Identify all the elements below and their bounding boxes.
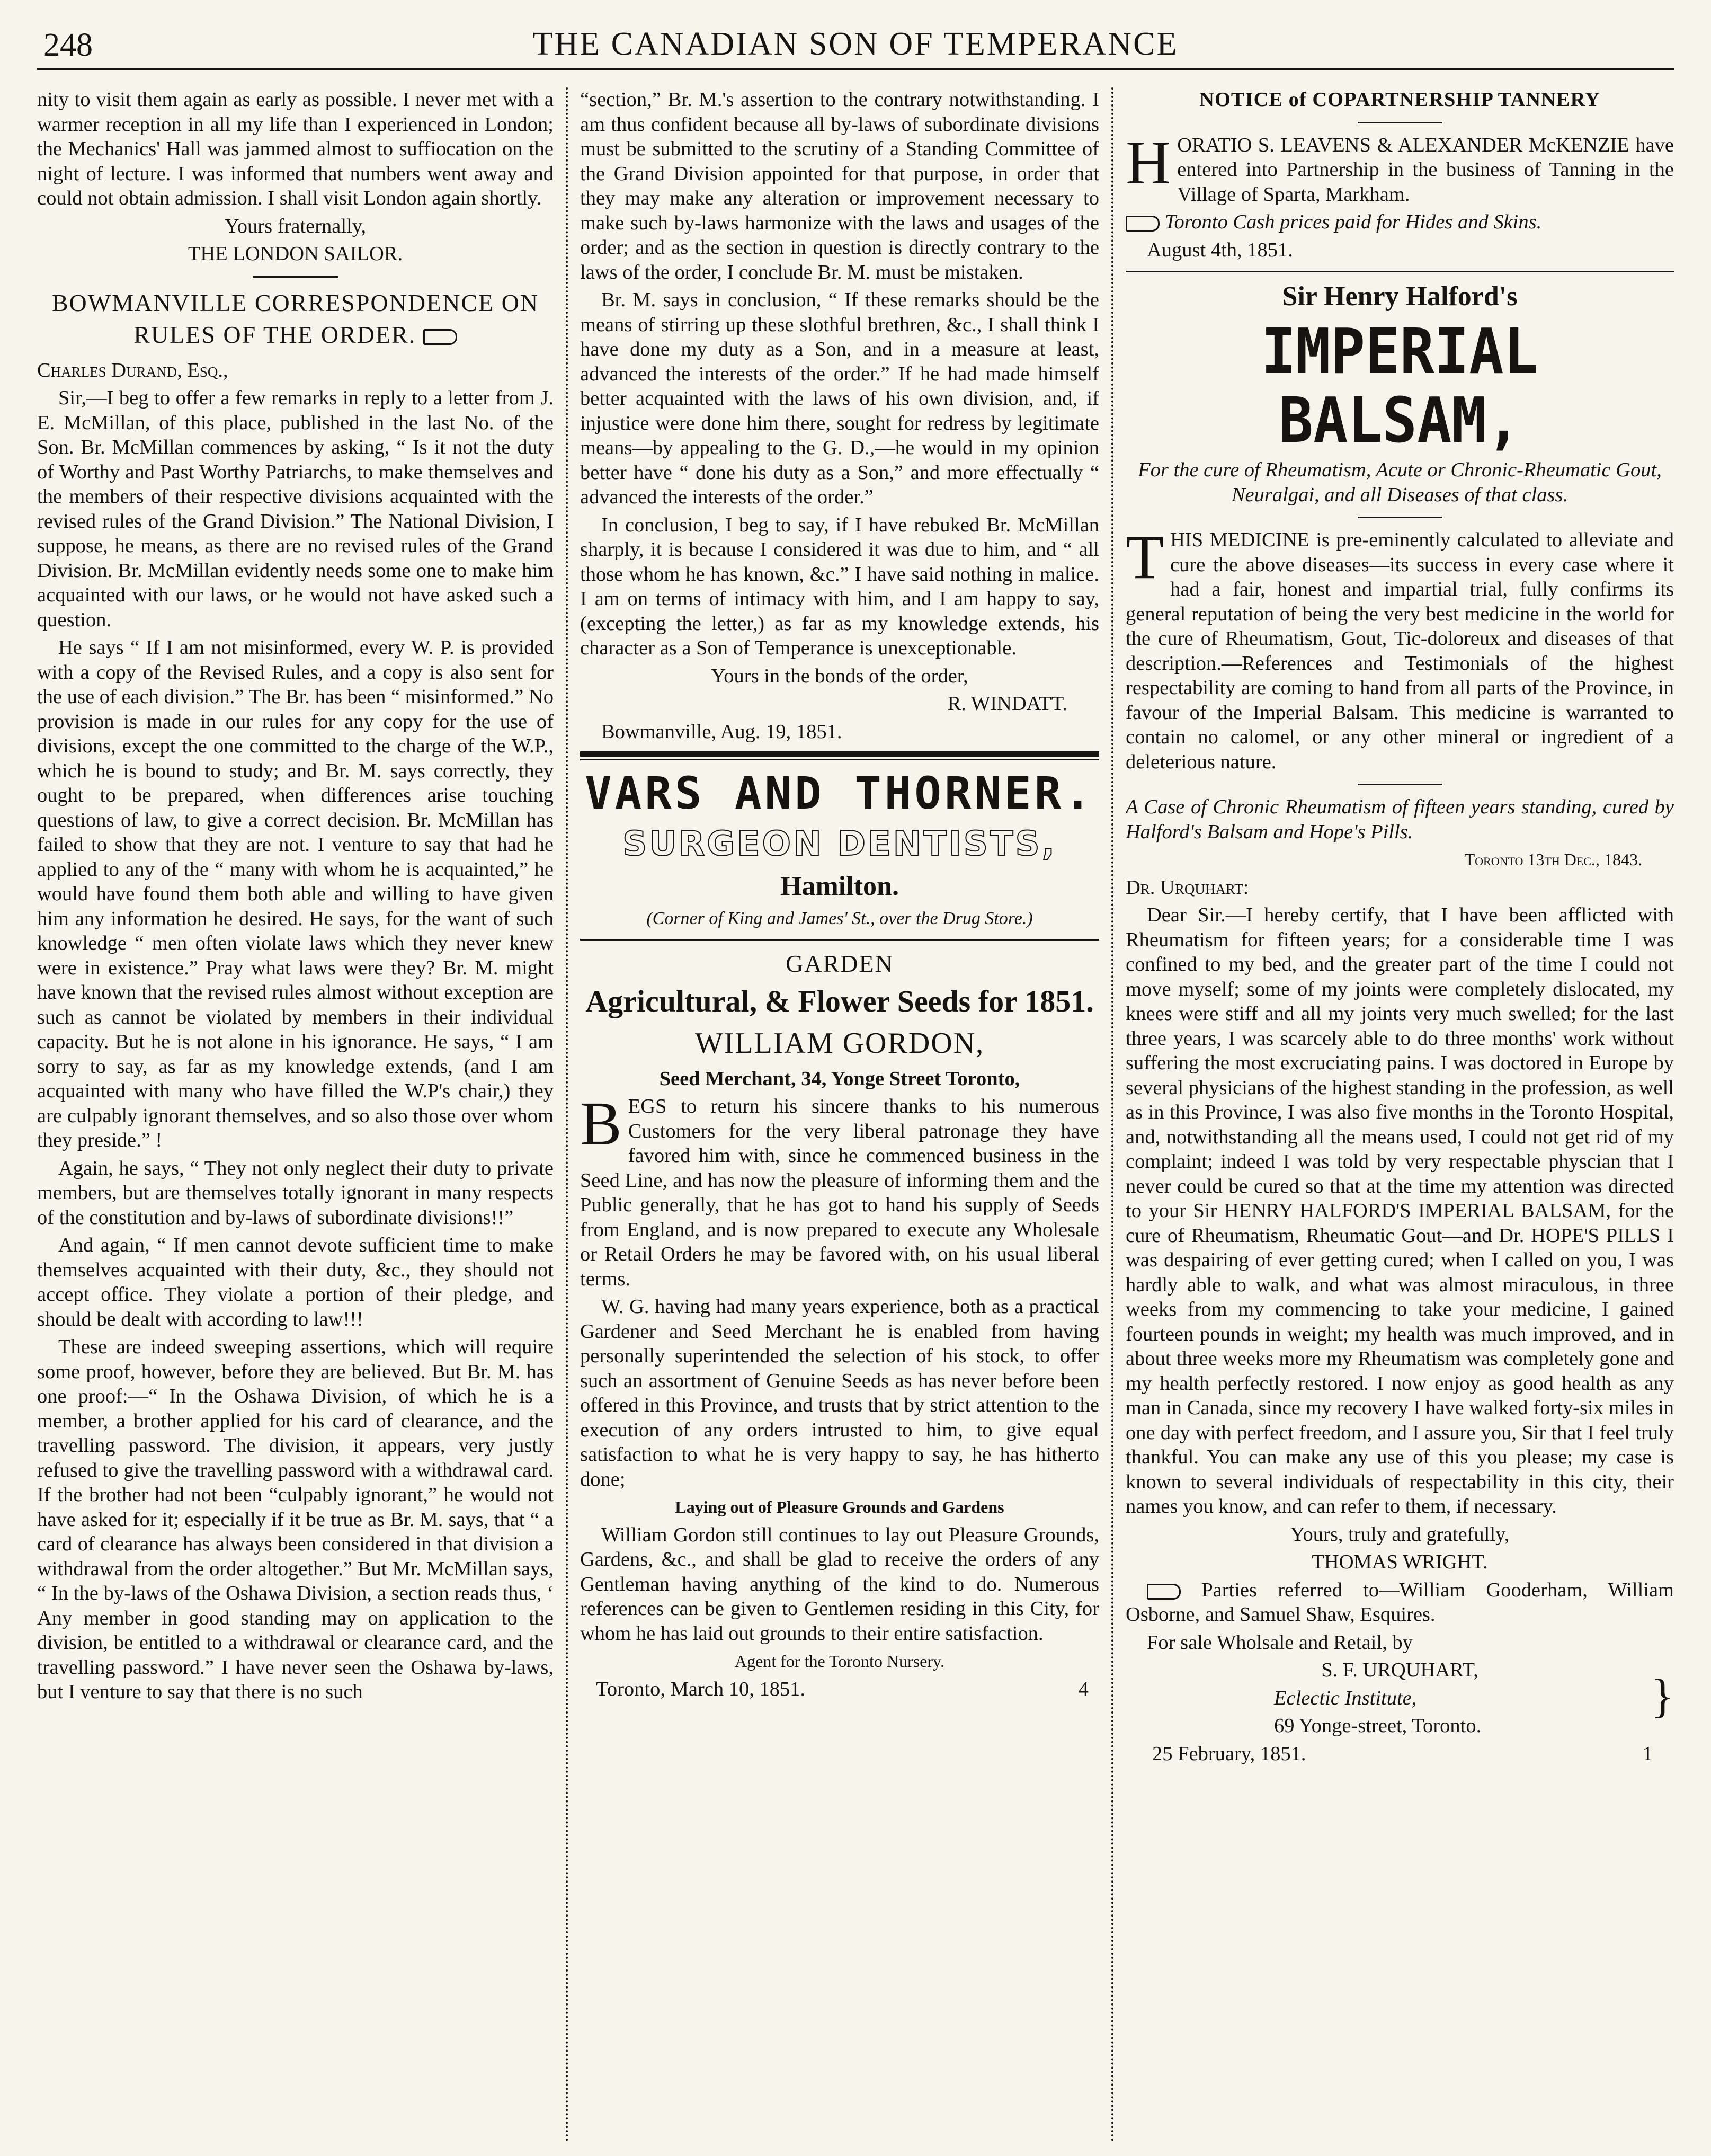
- separator: [1358, 784, 1442, 785]
- ad-date: Toronto, March 10, 1851.: [596, 1678, 806, 1700]
- case-title: A Case of Chronic Rheumatism of fifteen years standing, cured by Halford's Balsam and Hope's Pills.: [1126, 796, 1674, 843]
- ad-city: Hamilton.: [780, 871, 899, 901]
- case-references: Parties referred to—William Gooderham, William Osborne, and Samuel Shaw, Esquires.: [1126, 1578, 1674, 1626]
- ad-subheading: Laying out of Pleasure Grounds and Gardens: [675, 1497, 1004, 1516]
- ad-number: 1: [1642, 1742, 1653, 1765]
- header-rule: [37, 68, 1674, 70]
- ad-purpose: For the cure of Rheumatism, Acute or Chronic-Rheumatic Gout, Neuralgai, and all Diseases of that class.: [1138, 459, 1662, 506]
- ad-paragraph: W. G. having had many years experience, both as a practical Gardener and Seed Merchant he is enabled from having personally superintended the selection of his stock, to offer such an assortment of Genuine Seeds as has never before been offered in this Province, and trusts that by strict attention to the execution of any orders intrusted to him, to give equal satisfaction to what he is very happy to say, he has hitherto done;: [580, 1296, 1099, 1490]
- case-body: Dear Sir.—I hereby certify, that I have been afflicted with Rheumatism for fifteen years; for a considerable time I was confined to my bed, and the greater part of the time I could not move myself; some of my joints were completely dislocated, my knees were stiff and all my joints very much swelled; for the last three years, I was scarcely able to do three months' work without suffering the most excruciating pains. I was doctored in Europe by several physicians of the highest standing in the profession, as well as in this Province, I was also five months in the Toronto Hospital, and, notwithstanding all the means used, I could not get rid of my complaint; indeed I was told by very respectable physcian that I never could be cured so that at the time my attention was directed to your Sir HENRY HALFORD'S IMPERIAL BALSAM, for the cure of Rheumatism, Rheumatic Gout—and Dr. HOPE'S PILLS I was despairing of ever getting cured; when I called on you, I was hardly able to walk, and what was almost miraculous, in three weeks from my commencing to take your medicine, I gained fourteen pounds in weight; my health was much improved, and in about three weeks more my Rheumatism was completely gone and my health perfectly restored. I now enjoy as good health as any man in Canada, since my recovery I have walked forty-six miles in one day with perfect freedom, and I assure you, Sir that I feel truly thankful. You can make any use of this you please; my case is known to several individuals of respectability in this city, their names you know, and can refer to them, if necessary.: [1126, 904, 1674, 1518]
- thick-rule: [580, 751, 1099, 757]
- paragraph: These are indeed sweeping assertions, which will require some proof, however, before they are believed. But Br. M. has one proof:—“ In the Oshawa Division, of which he is a member, a brother applied for his card of clearance, and the travelling password. The division, it appears, very justly refused to give the travelling password with a withdrawal card. If the brother had not been “culpably ignorant,” he would not have asked for it; especially if it be true as Br. M. says, that “ a card of clearance has always been considered in that division a withdrawal from the order altogether.” But Mr. McMillan says, “ In the by-laws of the Oshawa Division, a section reads thus, ‘ Any member in good standing may on application to the division, be entitled to a withdrawal or clearance card, and the travelling password.” I have never seen the Oshawa by-laws, but I venture to say that there is no such: [37, 1336, 554, 1703]
- ad-agent: Agent for the Toronto Nursery.: [735, 1652, 944, 1671]
- ad-address: (Corner of King and James' St., over the Drug Store.): [646, 909, 1033, 928]
- letter-close: Yours in the bonds of the order,: [711, 664, 968, 687]
- column-2: [580, 87, 1099, 2143]
- column-divider-1: [566, 87, 568, 2143]
- paragraph: He says “ If I am not misinformed, every W. P. is provided with a copy of the Revised Rules, and a copy is also sent for the use of each division.” The Br. has been “ misinformed.” No provision is made in our rules for any copy for the use of divisions, except the one committed to the charge of the W.P., which he is bound to study; and Br. M. says correctly, they ought to be prepared, when differences arise touching questions of law, to give a correct decision. Br. McMillan has failed to show that they are not. I venture to say that had he applied to any of the “ many with whom he is acquainted,” he would have found them both able and willing to have given him any information he desired. He says, for the want of such knowledge “ men often violate laws which they never knew were in existence.” Pray what laws were they? Br. M. might have known that the revised rules almost without exception are such as cannot be violated by members in their individual capacity. But he is not alone in his ignorance. He says, “ I am sorry to say, as far as my knowledge extends, (and I am acquainted with many who have filled the W.P's chair,) they are culpably ignorant themselves, and so also those over whom they preside.” !: [37, 636, 554, 1151]
- ad-footer: [1126, 1742, 1674, 1767]
- notice-body: HORATIO S. LEAVENS & ALEXANDER McKENZIE have entered into Partnership in the business of Tanning in the Village of Sparta, Markham.: [1126, 127, 1674, 206]
- addressee: Charles Durand, Esq.,: [37, 359, 228, 381]
- case-date: Toronto 13th Dec., 1843.: [1464, 850, 1642, 869]
- pointing-hand-icon: [423, 329, 457, 345]
- ad-merchant-address: Seed Merchant, 34, Yonge Street Toronto,: [659, 1067, 1020, 1090]
- page-header: [37, 21, 1674, 72]
- letter-ending: nity to visit them again as early as possible. I never met with a warmer reception in all my life than I experienced in London; the Mechanics' Hall was jammed almost to suffiocation on the night of lecture. I was informed that numbers went away and could not obtain admission. I shall visit London again shortly.: [37, 88, 554, 209]
- ad-imperial-balsam: IMPERIAL BALSAM,: [1261, 315, 1538, 457]
- seller-street: 69 Yonge-street, Toronto.: [1274, 1715, 1482, 1737]
- ad-garden: GARDEN: [786, 950, 894, 977]
- paragraph: In conclusion, I beg to say, if I have rebuked Br. McMillan sharply, it is because I considered it was due to him, and “ all those whom he has known, &c.” I have said nothing in malice. I am on terms of intimacy with him, and I am happy to say, (excepting the letter,) as far as my knowledge extends, his character as a Son of Temperance is unexceptionable.: [580, 513, 1099, 659]
- case-close: Yours, truly and gratefully,: [1290, 1523, 1510, 1546]
- paragraph: And again, “ If men cannot devote sufficient time to make themselves acquainted with their duty, &c., they should not accept office. They violate a portion of their pledge, and should be dealt with according to law!!!: [37, 1234, 554, 1330]
- column-3: [1126, 87, 1674, 2143]
- ad-name: Sir Henry Halford's: [1282, 281, 1518, 312]
- notice-title: NOTICE of COPARTNERSHIP TANNERY: [1199, 88, 1600, 111]
- column-divider-2: [1111, 87, 1113, 2143]
- ad-number: 4: [1078, 1678, 1089, 1700]
- paragraph: Again, he says, “ They not only neglect their duty to private members, but are themselves totally ignorant in many respects of the constitution and by-laws of subordinate divisions!!”: [37, 1157, 554, 1229]
- drop-cap: H: [1126, 127, 1171, 197]
- ad-vars-thorner-title: VARS AND THORNER.: [585, 767, 1094, 819]
- notice-date: August 4th, 1851.: [1147, 238, 1293, 261]
- separator: [1358, 517, 1442, 518]
- paragraph: “section,” Br. M.'s assertion to the contrary notwithstanding. I am thus confident because all by-laws of subordinate divisions must be submitted to the scrutiny of a Standing Committee of the Grand Division appointed for that purpose, in order that they may make any alteration or improvement necessary to make such by-laws harmonize with the laws and usages of the order; and as the section in question is directly contrary to the laws of the order, I conclude Br. M. must be mistaken.: [580, 88, 1099, 283]
- letter-signature: THE LONDON SAILOR.: [188, 243, 403, 265]
- pointing-hand-icon: [1147, 1584, 1181, 1600]
- column-1: [37, 87, 554, 2143]
- thin-rule: [580, 759, 1099, 760]
- letter-signature: R. WINDATT.: [947, 693, 1067, 715]
- ad-paragraph: William Gordon still continues to lay out Pleasure Grounds, Gardens, &c., and shall be glad to receive the orders of any Gentleman having anything of the kind to do. Numerous references can be given to Gentlemen residing in this City, for whom he has laid out grounds to their entire satisfaction.: [580, 1523, 1099, 1645]
- article-heading: BOWMANVILLE CORRESPONDENCE ON RULES OF THE ORDER.: [51, 289, 539, 348]
- ad-footer: [580, 1677, 1099, 1702]
- ad-merchant-name: WILLIAM GORDON,: [694, 1026, 985, 1060]
- rule: [580, 939, 1099, 941]
- ad-surgeon-dentists: SURGEON DENTISTS,: [622, 824, 1057, 864]
- separator: [1358, 122, 1442, 123]
- case-signature: THOMAS WRIGHT.: [1312, 1551, 1488, 1573]
- letter-close: Yours fraternally,: [224, 215, 367, 237]
- notice-cash: Toronto Cash prices paid for Hides and Skins.: [1126, 210, 1674, 235]
- newspaper-title: THE CANADIAN SON OF TEMPERANCE: [532, 26, 1179, 62]
- drop-cap: B: [580, 1089, 622, 1158]
- page-number: 248: [43, 27, 93, 63]
- ad-paragraph: BEGS to return his sincere thanks to his numerous Customers for the very liberal patronage they have favored him with, since he commenced business in the Seed Line, and has now the pleasure of informing them and the Public generally, that he has got to hand his supply of Seeds from England, and is now prepared to execute any Wholesale or Retail Orders he may be favored with, on his usual liberal terms.: [580, 1089, 1099, 1290]
- pointing-hand-icon: [1126, 216, 1160, 232]
- drop-cap: T: [1126, 522, 1164, 592]
- case-addressee: Dr. Urquhart:: [1126, 876, 1249, 899]
- sale-info: For sale Wholsale and Retail, by: [1147, 1631, 1413, 1654]
- paragraph: Sir,—I beg to offer a few remarks in reply to a letter from J. E. McMillan, of this place, published in the last No. of the Son. Br. McMillan commences by asking, “ Is it not the duty of Worthy and Past Worthy Patriarchs, to make themselves and the members of their respective divisions acquainted with the revised rules of the Grand Division.” The National Division, I suppose, he means, as there are no revised rules of the Grand Division. Br. McMillan evidently needs some one to make him acquainted with our laws, or he would not have asked such a question.: [37, 387, 554, 631]
- brace-mark: }: [1651, 1670, 1674, 1723]
- separator: [253, 276, 338, 278]
- ad-seeds-title: Agricultural, & Flower Seeds for 1851.: [585, 983, 1094, 1018]
- ad-date: 25 February, 1851.: [1152, 1742, 1306, 1765]
- seller-name: S. F. URQUHART,: [1321, 1659, 1478, 1681]
- seller-institute: Eclectic Institute,: [1274, 1687, 1417, 1709]
- paragraph: Br. M. says in conclusion, “ If these remarks should be the means of stirring up these slothful brethren, &c., I shall think I have done my duty as a Son, and in a measure at least, advanced the interests of the order.” If he had made himself better acquainted with the laws of his own division, and, if injustice were done him there, sought for redress by legitimate means—by appealing to the G. D.,—he would in my opinion better have “ done his duty as a Son,” and more effectually “ advanced the interests of the order.”: [580, 289, 1099, 508]
- rule: [1126, 271, 1674, 272]
- letter-place-date: Bowmanville, Aug. 19, 1851.: [601, 720, 842, 743]
- ad-body: THIS MEDICINE is pre-eminently calculated to alleviate and cure the above diseases—its success in every case where it had a fair, honest and impartial trial, fully confirms its general reputation of being the very best medicine in the world for the cure of Rheumatism, Gout, Tic-doloreux and diseases of that description.—References and Testimonials of the highest respectability are coming to hand from all parts of the Province, in favour of the Imperial Balsam. This medicine is warranted to contain no calomel, or any other mineral or ingredient of a deleterious nature.: [1126, 522, 1674, 773]
